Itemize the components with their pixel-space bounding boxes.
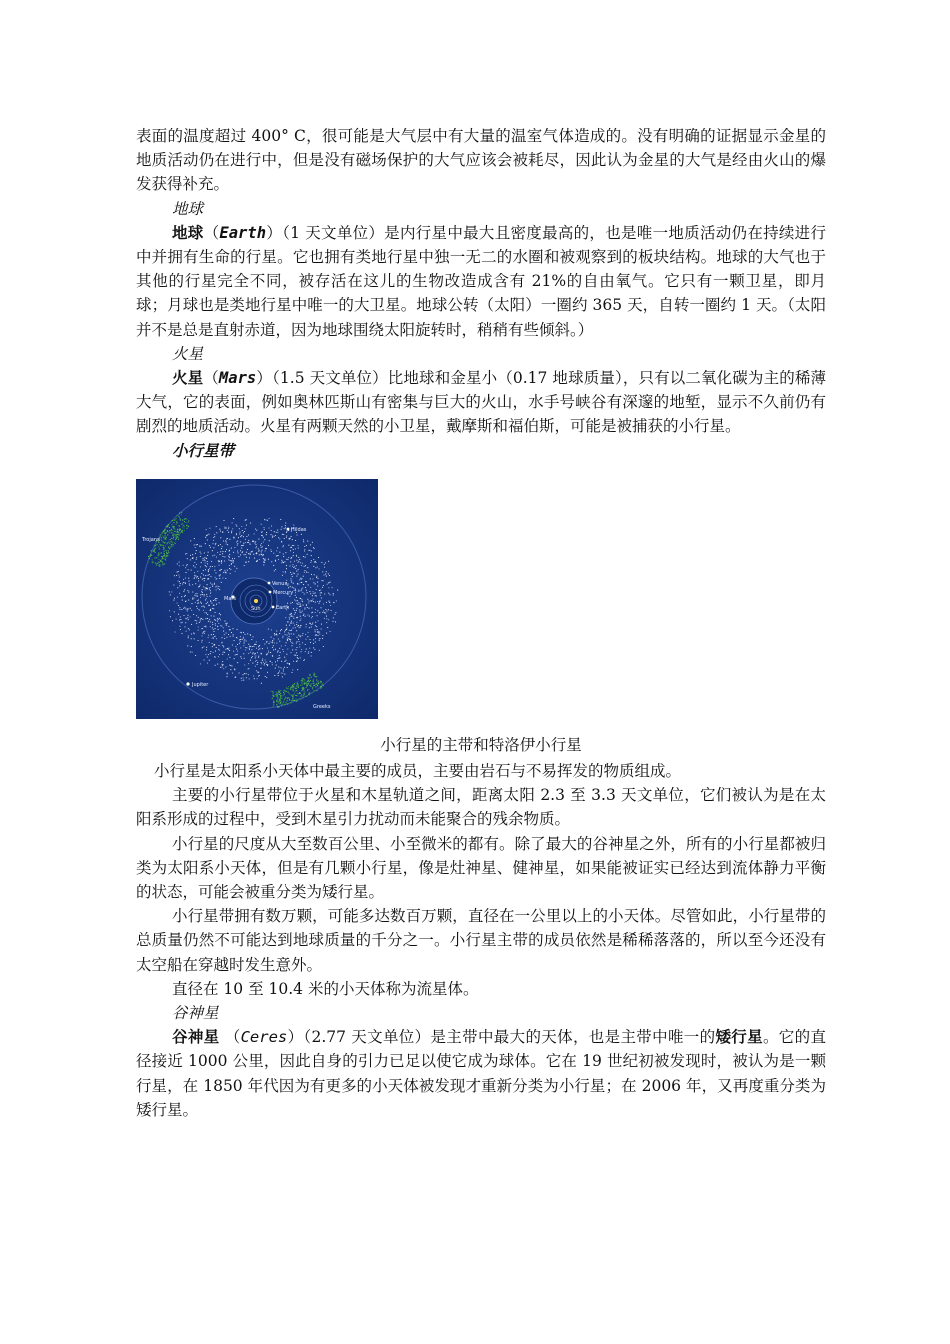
- document-page: [136, 124, 826, 1122]
- ceres-body-a: ）（2.77 天文单位）是主带中最大的天体，也是主带中唯一的: [287, 1028, 716, 1047]
- mercury-dot: [269, 590, 272, 593]
- figure-caption: 小行星的主带和特洛伊小行星: [380, 735, 582, 754]
- label-trojans: Trojans: [142, 536, 160, 543]
- earth-open-paren: （: [203, 223, 220, 242]
- asteroid-paragraph-2: 主要的小行星带位于火星和木星轨道之间，距离太阳 2.3 至 3.3 天文单位，它们被认为是在太阳系形成的过程中，受到木星引力扰动而未能聚合的残余物质。: [136, 786, 826, 829]
- jupiter-dot: [186, 682, 189, 685]
- earth-latin-name: Earth: [219, 223, 267, 242]
- asteroid-paragraph-5: 直径在 10 至 10.4 米的小天体称为流星体。: [172, 979, 479, 998]
- asteroid-paragraph-3: 小行星的尺度从大至数百公里、小至微米的都有。除了最大的谷神星之外，所有的小行星都被归类为太阳系小天体，但是有几颗小行星，像是灶神星、健神星，如果能被证实已经达到流体静力平衡的状态，可能会被重分类为矮行星。: [136, 834, 826, 902]
- mars-latin-name: Mars: [218, 369, 257, 388]
- asteroid-belt-figure: [136, 479, 378, 719]
- earth-heading: 地球: [172, 199, 204, 218]
- venus-paragraph-tail: 表面的温度超过 400° C，很可能是大气层中有大量的温室气体造成的。没有明确的证据显示金星的地质活动仍在进行中，但是没有磁场保护的大气应该会被耗尽，因此认为金星的大气是经由火山的爆发获得补充。: [136, 127, 826, 194]
- asteroid-belt-heading: 小行星带: [172, 440, 235, 460]
- mars-body: ）（1.5 天文单位）比地球和金星小（0.17 地球质量），只有以二氧化碳为主的稀薄大气，它的表面，例如奥林匹斯山有密集与巨大的火山，水手号峡谷有深邃的地堑，显示不久前仍有剧烈的地质活动。火星有两颗天然的小卫星，戴摩斯和福伯斯，可能是被捕获的小行星。: [136, 369, 826, 436]
- label-sun: Sun: [251, 605, 261, 612]
- dwarf-planet-term: 矮行星: [715, 1027, 763, 1047]
- label-mercury: Mercury: [273, 589, 294, 596]
- sun-dot: [254, 599, 258, 603]
- earth-body: ）（1 天文单位）是内行星中最大且密度最高的，也是唯一地质活动仍在持续进行中并拥有生命的行星。它也拥有类地行星中独一无二的水圈和被观察到的板块结构。地球的大气也于其他的行星完全不同，被存活在这儿的生物改造成含有 21%的自由氧气。它只有一颗卫星，即月球；月球也是类地行星中唯一的大卫星。地球公转（太阳）一圈约 365 天，自转一圈约 1 天。（太阳并不是总是直射赤道，因为地球围绕太阳旋转时，稍稍有些倾斜。）: [136, 223, 826, 339]
- label-greeks: Greeks: [313, 703, 331, 710]
- label-mars: Mars: [224, 595, 237, 602]
- ceres-body-b: 。它的直径接近 1000 公里，因此自身的引力已足以使它成为球体。它在 19 世纪初被发现时，被认为是一颗行星，在 1850 年代因为有更多的小天体被发现才重新分类为小行星；在 2006 年，又再度重分类为矮行星。: [136, 1028, 826, 1119]
- ceres-open-paren: （: [219, 1028, 241, 1047]
- ceres-latin-name: Ceres: [240, 1028, 288, 1047]
- label-hildas: Hildas: [291, 526, 307, 533]
- earth-dot: [272, 605, 275, 608]
- asteroid-belt-image: [136, 479, 378, 719]
- mars-paragraph: [136, 366, 826, 439]
- asteroid-paragraph-4: 小行星带拥有数万颗，可能多达数百万颗，直径在一公里以上的小天体。尽管如此，小行星带的总质量仍然不可能达到地球质量的千分之一。小行星主带的成员依然是稀稀落落的，所以至今还没有太空船在穿越时发生意外。: [136, 907, 826, 974]
- ceres-paragraph: [136, 1025, 826, 1122]
- earth-paragraph: [136, 221, 826, 342]
- mars-heading: 火星: [172, 344, 204, 363]
- label-earth: Earth: [276, 604, 290, 611]
- ceres-term: 谷神星: [172, 1027, 220, 1047]
- mars-term: 火星: [172, 368, 204, 388]
- venus-dot: [268, 581, 271, 584]
- label-jupiter: Jupiter: [192, 681, 209, 688]
- earth-term: 地球: [172, 222, 204, 242]
- asteroid-paragraph-1: 小行星是太阳系小天体中最主要的成员，主要由岩石与不易挥发的物质组成。: [154, 762, 682, 781]
- ceres-heading: 谷神星: [172, 1004, 219, 1023]
- label-venus: Venus: [272, 580, 288, 587]
- mars-open-paren: （: [203, 369, 219, 388]
- hilda-dot: [287, 527, 290, 530]
